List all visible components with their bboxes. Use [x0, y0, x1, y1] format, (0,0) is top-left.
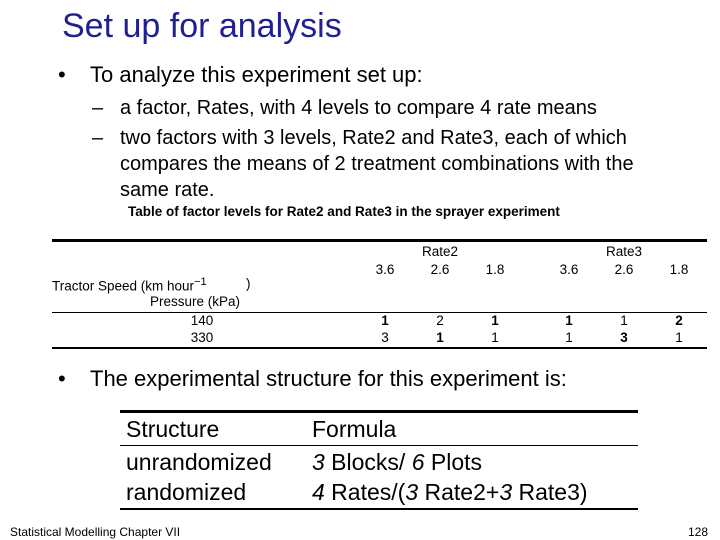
pressure-value: 330 — [190, 330, 214, 345]
formula-term: Plots — [424, 449, 483, 475]
structure-mid-rule — [120, 445, 638, 446]
speed-value: 2.6 — [614, 262, 634, 277]
table-mid-rule — [52, 312, 707, 313]
speed-value: 3.6 — [559, 262, 579, 277]
formula-text — [312, 449, 482, 476]
structure-bottom-rule — [120, 508, 638, 510]
formula-term: Blocks/ — [324, 449, 412, 475]
table-cell: 2 — [436, 313, 444, 328]
table-bottom-rule — [52, 347, 707, 349]
structure-name: randomized — [126, 479, 247, 505]
bullet-marker: • — [58, 366, 66, 391]
bullet-text: The experimental structure for this experiment is: — [90, 366, 567, 391]
slide-title: Set up for analysis — [62, 7, 342, 45]
table-cell: 1 — [565, 330, 573, 345]
structure-name: unrandomized — [126, 449, 272, 475]
formula-header: Formula — [312, 416, 397, 442]
formula-term: Rate3) — [512, 479, 588, 505]
formula-number: 4 — [312, 479, 325, 505]
speed-value: 1.8 — [669, 262, 689, 277]
formula-text — [312, 479, 588, 506]
structure-top-rule — [120, 410, 638, 413]
table-top-rule — [52, 239, 707, 242]
speed-value: 3.6 — [375, 262, 395, 277]
row-header-close-paren: ) — [246, 276, 251, 291]
formula-number: 3 — [312, 449, 325, 475]
table-cell: 1 — [675, 330, 683, 345]
row-header-speed-exponent: −1 — [194, 276, 207, 288]
table-cell: 1 — [620, 313, 628, 328]
table-cell: 2 — [675, 313, 683, 328]
formula-number: 6 — [411, 449, 425, 475]
subitem-text: two factors with 3 levels, Rate2 and Rate3, each of which compares the means of 2 treatment combinations with the same rate. — [120, 127, 634, 201]
speed-value: 2.6 — [430, 262, 450, 277]
subitem-rates — [92, 95, 680, 121]
footer-left: Statistical Modelling Chapter VII — [10, 525, 181, 539]
row-header-speed — [52, 276, 207, 294]
table-cell: 1 — [436, 330, 444, 345]
formula-term: Rate2+ — [418, 479, 500, 505]
pressure-value: 140 — [190, 313, 214, 328]
page-number: 128 — [688, 525, 709, 539]
subitem-two-factors — [92, 125, 668, 203]
table-cell: 1 — [491, 330, 499, 345]
dash-marker: – — [92, 97, 104, 119]
table-cell: 3 — [620, 330, 628, 345]
group-header-rate3: Rate3 — [605, 244, 643, 259]
structure-header: Structure — [126, 416, 220, 442]
row-header-pressure: Pressure (kPa) — [150, 294, 241, 309]
bullet-marker: • — [58, 62, 66, 87]
formula-term: Rates/( — [324, 479, 406, 505]
formula-number: 3 — [499, 479, 513, 505]
dash-marker: – — [92, 127, 104, 149]
group-header-rate2: Rate2 — [421, 244, 459, 259]
bullet-text: To analyze this experiment set up: — [90, 62, 423, 87]
table-cell: 1 — [381, 313, 389, 328]
subitem-text: a factor, Rates, with 4 levels to compare 4 rate means — [120, 97, 597, 119]
bullet-structure — [58, 366, 567, 392]
table-cell: 1 — [491, 313, 499, 328]
row-header-speed-text: Tractor Speed (km hour — [52, 278, 195, 294]
speed-value: 1.8 — [485, 262, 505, 277]
bullet-analyze — [58, 62, 423, 88]
formula-number: 3 — [405, 479, 419, 505]
factor-table-caption: Table of factor levels for Rate2 and Rate3 in the sprayer experiment — [128, 204, 560, 219]
table-cell: 3 — [381, 330, 389, 345]
table-cell: 1 — [565, 313, 573, 328]
